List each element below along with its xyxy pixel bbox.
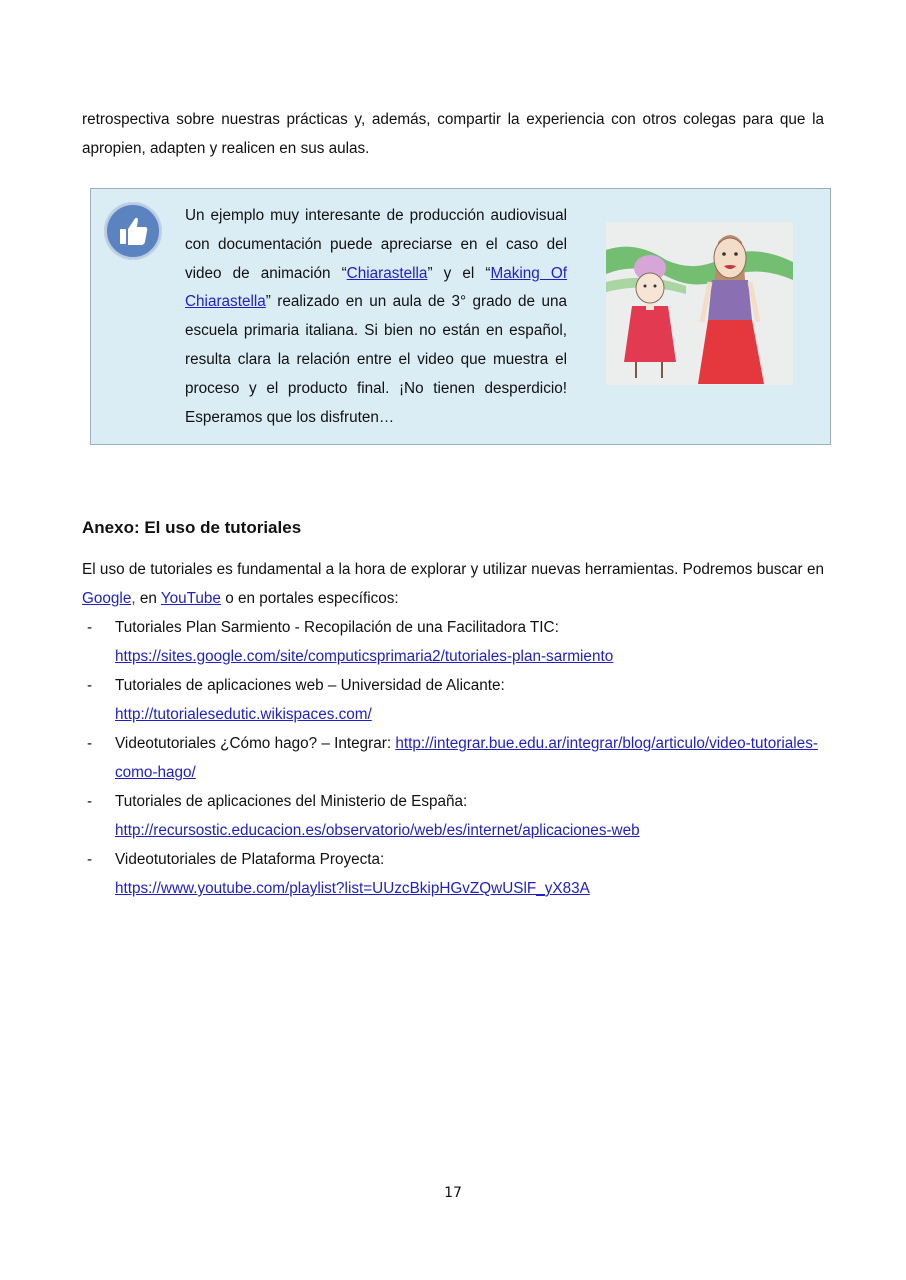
list-item-link[interactable]: https://www.youtube.com/playlist?list=UUzcBkipHGvZQwUSlF_yX83A xyxy=(115,880,590,897)
thumbs-up-icon xyxy=(104,202,162,260)
list-item xyxy=(82,729,824,787)
annex-text-part2: en xyxy=(135,590,161,607)
list-item-link[interactable]: http://tutorialesedutic.wikispaces.com/ xyxy=(115,706,372,723)
callout-text-part1: Un ejemplo muy interesante de producción audiovisual con documentación puede apreciarse en el caso del video de animación “ xyxy=(185,207,567,282)
list-item xyxy=(82,613,824,671)
list-item xyxy=(82,671,824,729)
making-of-chiarastella-link[interactable]: Making Of Chiarastella xyxy=(185,264,567,311)
list-dash: - xyxy=(87,677,93,694)
list-item xyxy=(82,845,824,903)
google-link[interactable]: Google, xyxy=(82,590,136,607)
list-item xyxy=(82,787,824,845)
page-number: 17 xyxy=(444,1185,462,1201)
list-dash: - xyxy=(87,735,93,752)
chiarastella-drawing-image xyxy=(606,222,793,385)
list-dash: - xyxy=(87,793,93,810)
callout-text xyxy=(185,202,567,432)
intro-paragraph: retrospectiva sobre nuestras prácticas y, además, compartir la experiencia con otros colegas para que la apropien, adapten y realicen en sus aulas. xyxy=(82,111,824,157)
callout-text-part2: ” y el “ xyxy=(427,264,491,282)
annex-text-part3: o en portales específicos: xyxy=(220,590,399,607)
youtube-link[interactable]: YouTube xyxy=(160,590,221,607)
list-item-link[interactable]: http://recursostic.educacion.es/observatorio/web/es/internet/aplicaciones-web xyxy=(115,822,640,839)
annex-text-part1: El uso de tutoriales es fundamental a la hora de explorar y utilizar nuevas herramientas. Podremos buscar en xyxy=(82,561,824,578)
annex-heading: Anexo: El uso de tutoriales xyxy=(82,518,302,537)
list-item-text: Videotutoriales ¿Cómo hago? – Integrar: xyxy=(115,735,396,752)
list-item-link[interactable]: https://sites.google.com/site/computicsprimaria2/tutoriales-plan-sarmiento xyxy=(115,648,614,665)
annex-paragraph xyxy=(82,555,824,613)
list-item-text: Tutoriales Plan Sarmiento - Recopilación de una Facilitadora TIC: xyxy=(115,619,559,636)
chiarastella-link[interactable]: Chiarastella xyxy=(346,264,428,282)
list-dash: - xyxy=(87,619,93,636)
tutorials-list xyxy=(82,613,824,903)
example-callout-box xyxy=(90,188,831,445)
list-item-text: Tutoriales de aplicaciones del Ministerio de España: xyxy=(115,793,468,810)
list-item-text: Videotutoriales de Plataforma Proyecta: xyxy=(115,851,385,868)
callout-text-part3: ” realizado en un aula de 3° grado de una escuela primaria italiana. Si bien no están en español, resulta clara la relación entre el video que muestra el proceso y el producto final. ¡No tienen desperdicio! Esperamos que los disfruten… xyxy=(185,293,567,426)
list-dash: - xyxy=(87,851,93,868)
list-item-link[interactable]: http://integrar.bue.edu.ar/integrar/blog/articulo/video-tutoriales-como-hago/ xyxy=(115,735,818,781)
list-item-text: Tutoriales de aplicaciones web – Universidad de Alicante: xyxy=(115,677,505,694)
